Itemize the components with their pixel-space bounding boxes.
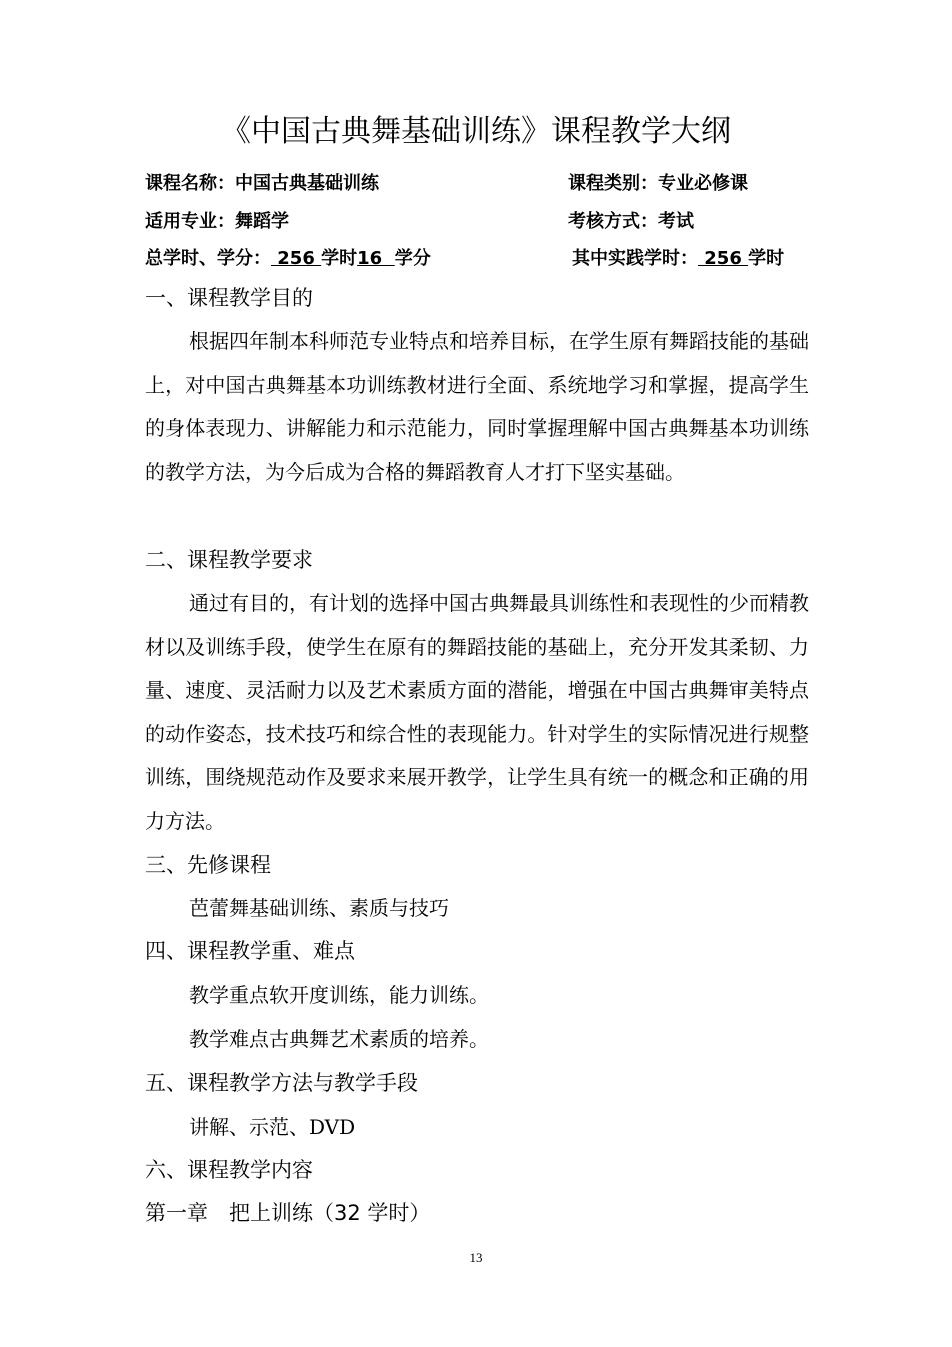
course-type-value: 专业必修课 [658,173,748,194]
major-row [145,209,289,235]
major-value: 舞蹈学 [235,211,289,232]
assessment-value: 考试 [658,211,694,232]
section-4-difficulties: 教学难点古典舞艺术素质的培养。 [189,1027,489,1051]
page-number: 13 [469,1250,483,1265]
section-1-paragraph: 根据四年制本科师范专业特点和培养目标，在学生原有舞蹈技能的基础上，对中国古典舞基本功训练教材进行全面、系统地学习和掌握，提高学生的身体表现力、讲解能力和示范能力，同时掌握理解中国古典舞基本功训练的教学方法，为今后成为合格的舞蹈教育人才打下坚实基础。 [145,329,809,484]
course-name-value: 中国古典基础训练 [235,173,379,194]
hours-label: 总学时、学分： [145,248,271,269]
course-type-label: 课程类别： [568,173,658,194]
assessment-label: 考核方式： [568,211,658,232]
course-name-label: 课程名称： [145,173,235,194]
practice-label: 其中实践学时： [572,248,698,269]
section-3-heading: 三、先修课程 [145,853,271,877]
section-2-heading: 二、课程教学要求 [145,548,313,572]
section-5-text: 讲解、示范、DVD [189,1115,356,1139]
section-1-heading: 一、课程教学目的 [145,286,313,310]
section-2-paragraph: 通过有目的，有计划的选择中国古典舞最具训练性和表现性的少而精教材以及训练手段，使学生在原有的舞蹈技能的基础上，充分开发其柔韧、力量、速度、灵活耐力以及艺术素质方面的潜能，增强在中国古典舞审美特点的动作姿态，技术技巧和综合性的表现能力。针对学生的实际情况进行规整训练，围绕规范动作及要求来展开教学，让学生具有统一的概念和正确的用力方法。 [145,591,809,833]
major-label: 适用专业： [145,211,235,232]
credits-value: 16 [357,248,395,269]
course-name-row [145,171,379,197]
section-6-heading: 六、课程教学内容 [145,1158,313,1182]
practice-value: 256 [698,248,749,269]
hours-credits-row [145,246,431,272]
chapter-1-heading: 第一章 把上训练（32 学时） [145,1201,431,1225]
section-3-text: 芭蕾舞基础训练、素质与技巧 [189,896,449,920]
course-type-row [568,171,748,197]
document-title: 《中国古典舞基础训练》课程教学大纲 [221,114,731,149]
section-4-heading: 四、课程教学重、难点 [145,939,355,963]
hours-value: 256 [271,248,322,269]
section-4-key-points: 教学重点软开度训练，能力训练。 [189,983,489,1007]
practice-unit: 学时 [748,248,785,269]
practice-hours-row [572,246,784,272]
credits-unit: 学分 [394,248,431,269]
hours-unit: 学时 [321,248,358,269]
section-5-heading: 五、课程教学方法与教学手段 [145,1071,418,1095]
assessment-row [568,209,694,235]
